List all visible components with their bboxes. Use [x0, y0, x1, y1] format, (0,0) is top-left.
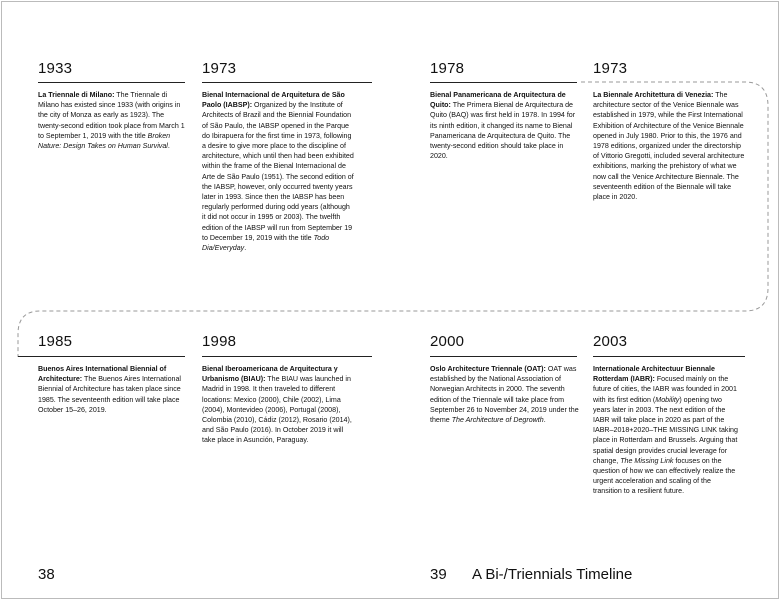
entry-italic-title: Broken Nature: Design Takes on Human Survival	[38, 131, 171, 151]
entry-title: Buenos Aires International Biennial of Architecture:	[38, 365, 167, 384]
timeline-rule	[18, 356, 185, 357]
timeline-rule	[202, 82, 372, 83]
entry-text: Organized by the Institute of Architects of Brazil and the Biennial Foundation of São Paulo, the IABSP opened in the Parque do Ibirapuera for the first time in 1973, following a desire to give more place to the discipline of architecture, which until then had been exhibited within the frame of the Bienal Internacional de Arte de São Paulo (1951). The second edition of the IABSP, however, only occurred twenty years later in 1993. Since then the IABSP has been regularly performed during odd years (although it did not occur in 1995 or 2003). The twelfth edition of the IABSP will run from September 19 to December 19, 2019 with the title	[202, 101, 354, 242]
right-page-number: 39	[430, 566, 447, 583]
entry-italic-title: The Architecture of Degrowth	[451, 416, 544, 425]
left-page-number: 38	[38, 566, 55, 583]
timeline-rule	[593, 356, 745, 357]
timeline-entry	[430, 364, 580, 425]
timeline-rule	[38, 82, 185, 83]
entry-text: The architecture sector of the Venice Biennale was established in 1979, while the First International Exhibition of Architecture of the Venice Biennale opened in July 1980. Prior to this, the 1976 and 1978 editions, organized under the directorship of Vittorio Gregotti, included several architecture exhibitions, marking the prehistory of what we now call the Venice Architecture Biennale. The seventeenth edition of the Biennale will take place in 2020.	[593, 91, 745, 202]
entry-text: Focused mainly on the future of cities, the IABR was founded in 2001 with its first edition (	[593, 375, 737, 404]
timeline-entry	[430, 90, 580, 161]
entry-text: The Buenos Aires International Biennial of Architecture has taken place since 1985. The seventeenth edition will take place October 15–26, 2019.	[38, 375, 182, 414]
entry-title: Oslo Architecture Triennale (OAT):	[430, 365, 546, 373]
timeline-entry	[593, 90, 745, 202]
entry-text: The Triennale di Milano has existed since 1933 (with origins in the city of Monza as early as 1923). The twenty-second edition took place from March 1 to September 1, 2019 with the title	[38, 91, 185, 140]
timeline-entry	[202, 90, 354, 253]
timeline-entry	[593, 364, 741, 497]
entry-title: Bienal Panamericana de Arquitectura de Quito:	[430, 91, 566, 110]
entry-title: Bienal Internacional de Arquitetura de São Paolo (IABSP):	[202, 91, 345, 110]
year-label: 1998	[202, 333, 237, 350]
entry-italic-title: The Missing Link	[620, 456, 674, 465]
timeline-rule	[202, 356, 372, 357]
year-label: 1973	[202, 60, 237, 77]
entry-title: Internationale Architectuur Biennale Rotterdam (IABR):	[593, 365, 715, 384]
entry-text: The BIAU was launched in Madrid in 1998. It then traveled to different locations: Mexico (2000), Chile (2002), Lima (2004), Montevideo (2006), Portugal (2008), Colombia (2010), Cádiz (2012), Rosario (2014), and São Paulo (2016). In October 2019 it will take place in Asunción, Paraguay.	[202, 375, 352, 445]
entry-text: ) opening two years later in 2003. The next edition of the IABR will take place in 2020 as part of the IABR–2018+2020–THE MISSING LINK taking place in Rotterdam and Brussels. Arguing that spatial design provides crucial leverage for change,	[593, 395, 738, 465]
year-label: 1985	[38, 333, 73, 350]
entry-title: La Biennale Architettura di Venezia:	[593, 91, 714, 99]
year-label: 1973	[593, 60, 628, 77]
entry-text: .	[167, 142, 170, 151]
entry-italic-title: Todo Dia/Everyday	[202, 233, 330, 253]
entry-text: OAT was established by the National Association of Norwegian Architects in 2000. The seventh edition of the Triennale will take place from September 26 to November 24, 2019 under the theme	[430, 365, 579, 425]
entry-text: .	[244, 244, 247, 253]
timeline-entry	[38, 90, 188, 151]
year-label: 1933	[38, 60, 73, 77]
year-label: 2000	[430, 333, 465, 350]
timeline-entry	[202, 364, 354, 446]
timeline-rule	[430, 356, 577, 357]
running-title: A Bi-/Triennials Timeline	[472, 566, 633, 583]
entry-italic-title: Mobility	[655, 395, 680, 404]
entry-text: focuses on the question of how we can effectively realize the urgent acceleration and scaling of the transition to a resilient future.	[593, 456, 736, 496]
year-label: 2003	[593, 333, 628, 350]
entry-title: Bienal Iberoamericana de Arquitectura y Urbanismo (BIAU):	[202, 365, 338, 384]
timeline-entry	[38, 364, 188, 415]
timeline-rule	[430, 82, 577, 83]
entry-text: .	[543, 416, 546, 425]
year-label: 1978	[430, 60, 465, 77]
entry-text: The Primera Bienal de Arquitectura de Quito (BAQ) was first held in 1978. In 1994 for its ninth edition, it changed its name to Bienal Panamericana de Arquitectura de Quito. The twenty-second edition should take place in 2020.	[430, 101, 576, 161]
entry-title: La Triennale di Milano:	[38, 91, 115, 99]
